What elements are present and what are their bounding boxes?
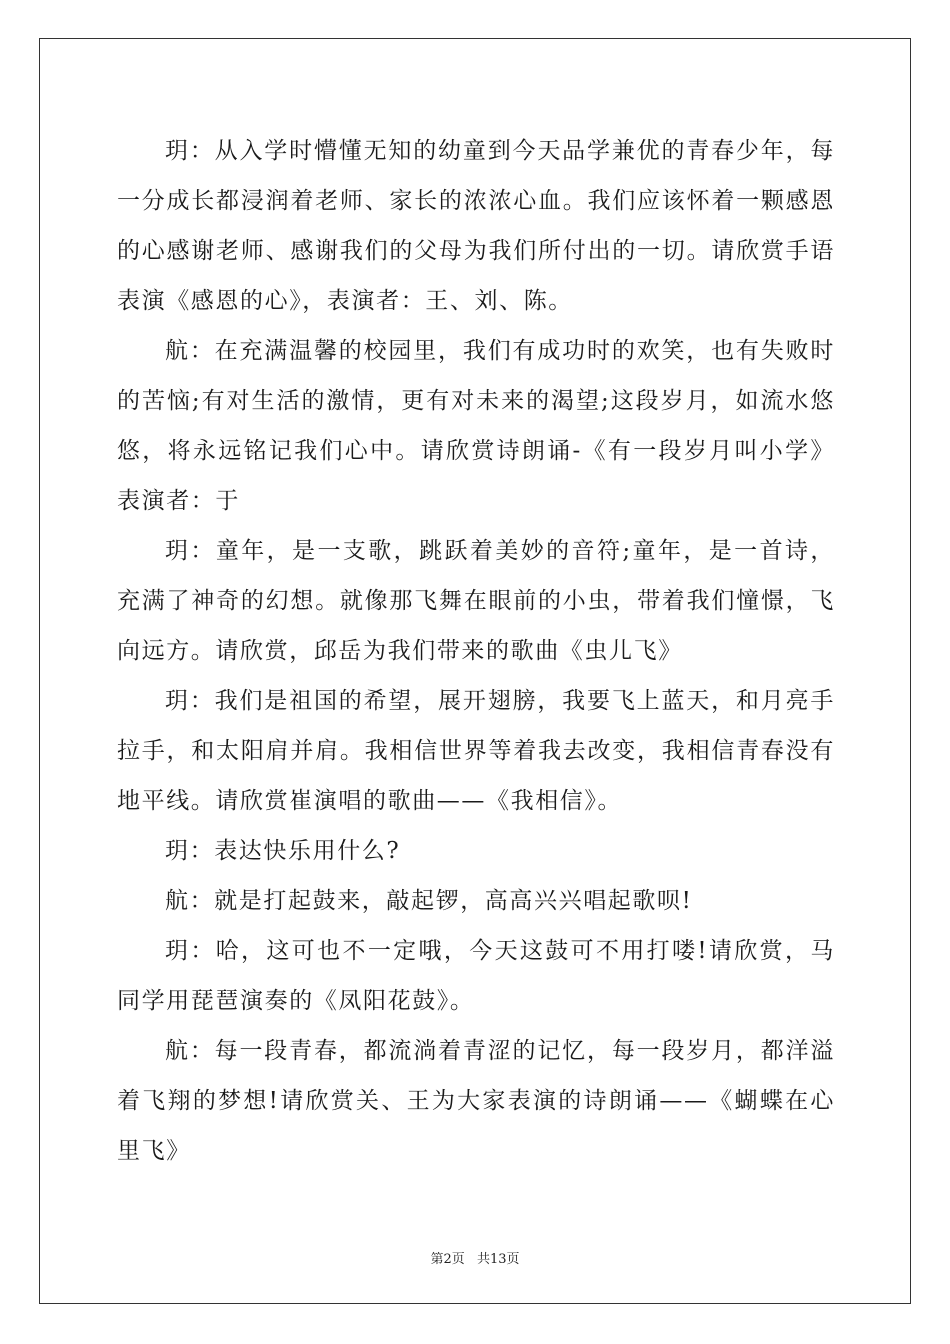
paragraph: 航：就是打起鼓来，敲起锣，高高兴兴唱起歌呗! — [165, 888, 693, 914]
page-total: 共13页 — [476, 1252, 520, 1267]
page-number: 第2页 — [430, 1252, 465, 1267]
paragraph: 玥：童年，是一支歌，跳跃着美妙的音符;童年，是一首诗，充满了神奇的幻想。就像那飞舞在眼前的小虫，带着我们憧憬，飞向远方。请欣赏，邱岳为我们带来的歌曲《虫儿飞》 — [117, 538, 835, 664]
paragraph: 玥：表达快乐用什么? — [165, 838, 401, 864]
paragraph: 航：在充满温馨的校园里，我们有成功时的欢笑，也有失败时的苦恼;有对生活的激情，更有对未来的渴望;这段岁月，如流水悠悠，将永远铭记我们心中。请欣赏诗朗诵-《有一段岁月叫小学》表演者：于 — [117, 338, 835, 514]
paragraph: 玥：从入学时懵懂无知的幼童到今天品学兼优的青春少年，每一分成长都浸润着老师、家长的浓浓心血。我们应该怀着一颗感恩的心感谢老师、感谢我们的父母为我们所付出的一切。请欣赏手语表演《感恩的心》，表演者：王、刘、陈。 — [117, 138, 835, 314]
paragraph: 玥：我们是祖国的希望，展开翅膀，我要飞上蓝天，和月亮手拉手，和太阳肩并肩。我相信世界等着我去改变，我相信青春没有地平线。请欣赏崔演唱的歌曲——《我相信》。 — [117, 688, 835, 814]
paragraph: 航：每一段青春，都流淌着青涩的记忆，每一段岁月，都洋溢着飞翔的梦想!请欣赏关、王为大家表演的诗朗诵——《蝴蝶在心里飞》 — [117, 1038, 835, 1164]
document-body — [117, 126, 835, 1176]
page-footer — [0, 1248, 950, 1267]
paragraph: 玥：哈，这可也不一定哦，今天这鼓可不用打喽!请欣赏，马同学用琵琶演奏的《凤阳花鼓》。 — [117, 938, 835, 1014]
